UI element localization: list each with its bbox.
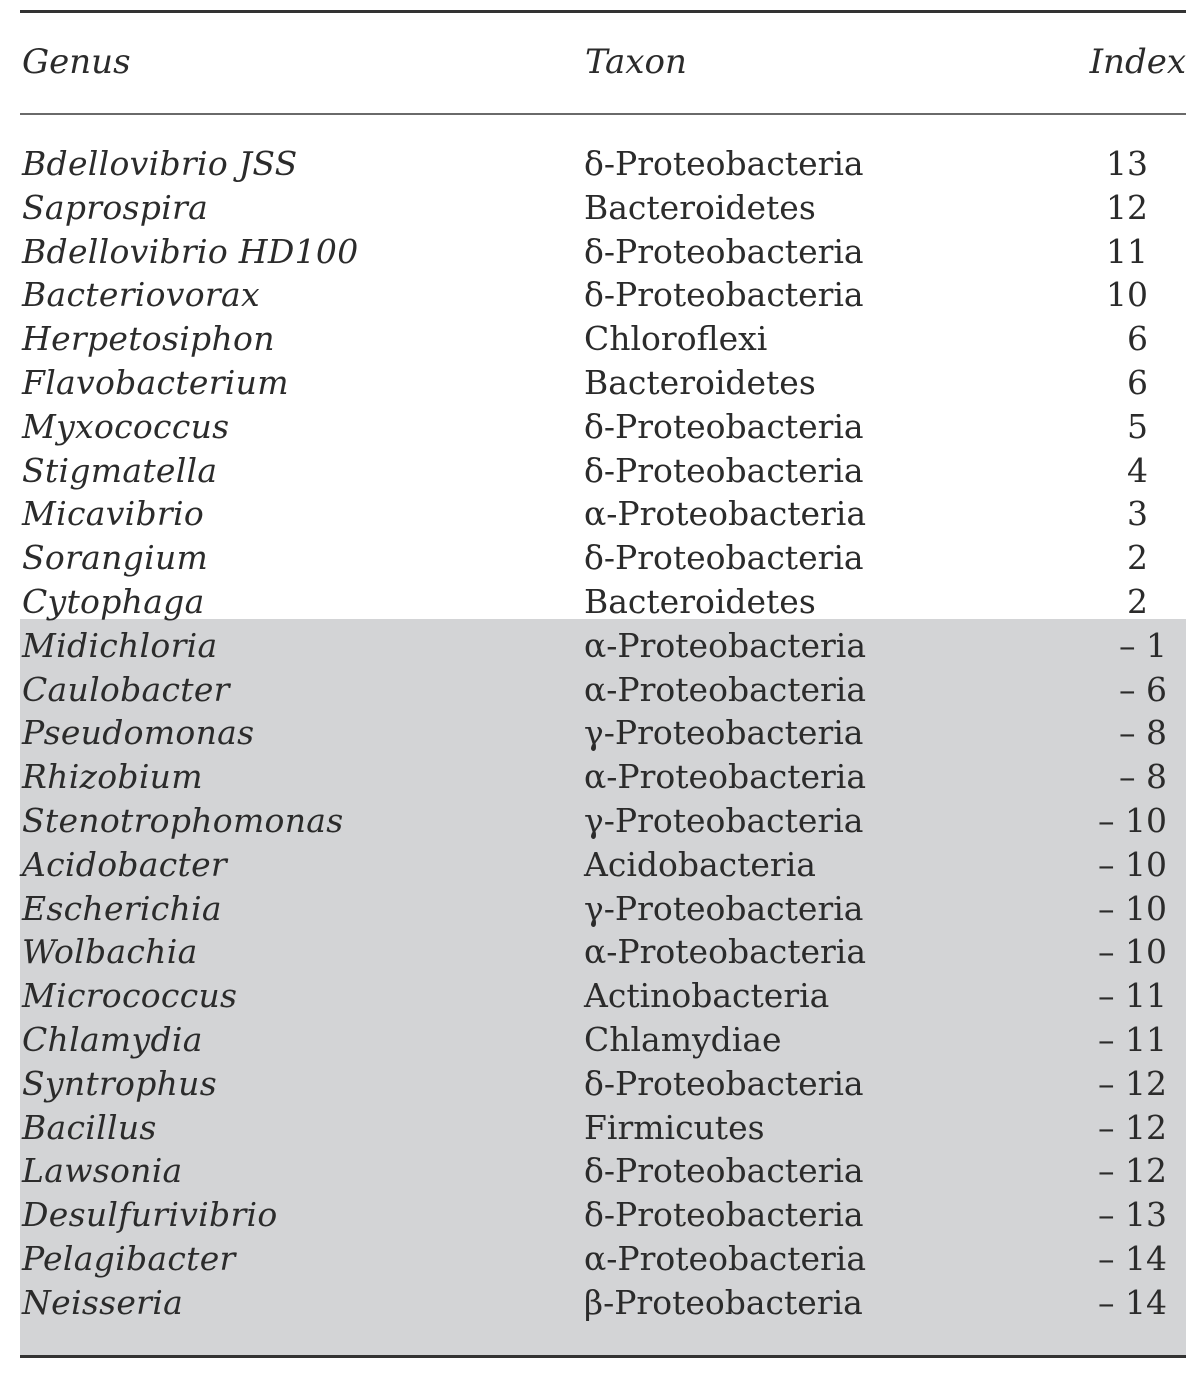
taxon-cell: Firmicutes	[584, 1107, 765, 1147]
genus-cell: Wolbachia	[22, 932, 198, 972]
index-cell: 6	[1127, 319, 1148, 359]
table-row	[0, 273, 1200, 317]
taxon-cell: δ-Proteobacteria	[584, 538, 864, 578]
index-cell: – 10	[1098, 888, 1167, 928]
genus-cell: Bdellovibrio JSS	[22, 144, 298, 183]
taxon-cell: Actinobacteria	[584, 976, 830, 1016]
table-row	[0, 317, 1200, 361]
genus-cell: Stenotrophomonas	[22, 800, 344, 840]
index-cell: – 8	[1119, 757, 1167, 797]
taxon-cell: δ-Proteobacteria	[584, 275, 864, 315]
taxon-cell: δ-Proteobacteria	[584, 1151, 864, 1191]
genus-cell: Micrococcus	[22, 976, 238, 1016]
genus-cell: Lawsonia	[22, 1151, 183, 1191]
table-row	[0, 755, 1200, 799]
index-cell: – 10	[1098, 844, 1167, 884]
index-cell: – 12	[1098, 1107, 1167, 1147]
taxon-cell: γ-Proteobacteria	[584, 800, 864, 840]
table-row	[0, 1237, 1200, 1281]
index-cell: – 6	[1119, 669, 1167, 709]
index-cell: – 12	[1098, 1063, 1167, 1103]
taxon-cell: β-Proteobacteria	[584, 1282, 863, 1322]
genus-cell: Flavobacterium	[22, 362, 289, 402]
table-row	[0, 492, 1200, 536]
taxon-cell: δ-Proteobacteria	[584, 1195, 864, 1235]
taxon-cell: α-Proteobacteria	[584, 625, 867, 665]
index-cell: – 1	[1119, 625, 1167, 665]
genus-cell: Midichloria	[22, 625, 218, 665]
index-cell: 13	[1106, 144, 1148, 183]
taxon-cell: δ-Proteobacteria	[584, 1063, 864, 1103]
index-cell: – 10	[1098, 932, 1167, 972]
genus-cell: Escherichia	[22, 888, 222, 928]
genus-cell: Bacteriovorax	[22, 275, 260, 315]
genus-cell: Chlamydia	[22, 1019, 203, 1059]
taxon-cell: δ-Proteobacteria	[584, 406, 864, 446]
genus-cell: Rhizobium	[22, 757, 203, 797]
index-cell: – 14	[1098, 1282, 1167, 1322]
index-cell: 6	[1127, 362, 1148, 402]
taxon-cell: γ-Proteobacteria	[584, 888, 864, 928]
table-header-rule	[20, 113, 1186, 115]
table-top-rule	[20, 10, 1186, 13]
taxon-cell: δ-Proteobacteria	[584, 144, 864, 183]
table-row	[0, 580, 1200, 624]
table-row	[0, 799, 1200, 843]
table-row	[0, 1281, 1200, 1325]
index-cell: – 11	[1098, 976, 1167, 1016]
index-cell: – 8	[1119, 713, 1167, 753]
index-cell: 2	[1127, 581, 1148, 621]
genus-cell: Micavibrio	[22, 494, 205, 534]
table-row	[0, 930, 1200, 974]
taxon-cell: α-Proteobacteria	[584, 757, 867, 797]
genus-cell: Herpetosiphon	[22, 319, 275, 359]
taxon-cell: α-Proteobacteria	[584, 1238, 867, 1278]
table-row	[0, 1149, 1200, 1193]
table-row	[0, 186, 1200, 230]
table-row	[0, 711, 1200, 755]
genus-cell: Neisseria	[22, 1282, 184, 1322]
index-cell: – 13	[1098, 1195, 1167, 1235]
index-cell: 5	[1127, 406, 1148, 446]
table-row	[0, 142, 1200, 186]
genus-cell: Cytophaga	[22, 581, 205, 621]
taxon-cell: Acidobacteria	[584, 844, 816, 884]
table-header	[0, 40, 1200, 84]
taxon-cell: Chloroflexi	[584, 319, 768, 359]
column-header-taxon: Taxon	[585, 42, 687, 82]
table-body	[0, 142, 1200, 1325]
index-cell: 11	[1106, 231, 1148, 271]
genus-cell: Bacillus	[22, 1107, 157, 1147]
taxon-cell: α-Proteobacteria	[584, 494, 867, 534]
table-row	[0, 230, 1200, 274]
genus-cell: Caulobacter	[22, 669, 230, 709]
taxon-cell: Bacteroidetes	[584, 362, 816, 402]
index-cell: 12	[1106, 187, 1148, 227]
index-cell: 4	[1127, 450, 1148, 490]
table-row	[0, 624, 1200, 668]
genus-cell: Stigmatella	[22, 450, 218, 490]
taxon-cell: Chlamydiae	[584, 1019, 782, 1059]
genus-cell: Acidobacter	[22, 844, 228, 884]
table-row	[0, 449, 1200, 493]
table-bottom-rule	[20, 1355, 1186, 1358]
genus-cell: Syntrophus	[22, 1063, 217, 1103]
taxon-cell: α-Proteobacteria	[584, 669, 867, 709]
index-cell: – 14	[1098, 1238, 1167, 1278]
index-cell: 10	[1106, 275, 1148, 315]
genus-cell: Pelagibacter	[22, 1238, 236, 1278]
taxon-cell: Bacteroidetes	[584, 187, 816, 227]
table-row	[0, 1193, 1200, 1237]
taxon-cell: δ-Proteobacteria	[584, 450, 864, 490]
taxon-cell: γ-Proteobacteria	[584, 713, 864, 753]
index-cell: – 12	[1098, 1151, 1167, 1191]
column-header-index: Index	[1089, 42, 1186, 82]
index-cell: – 11	[1098, 1019, 1167, 1059]
table-row	[0, 1018, 1200, 1062]
table-row	[0, 974, 1200, 1018]
genus-cell: Bdellovibrio HD100	[22, 231, 359, 271]
table-row	[0, 536, 1200, 580]
table-row	[0, 405, 1200, 449]
genus-cell: Pseudomonas	[22, 713, 255, 753]
taxon-cell: δ-Proteobacteria	[584, 231, 864, 271]
table-row	[0, 668, 1200, 712]
column-header-genus: Genus	[22, 42, 131, 82]
taxon-cell: α-Proteobacteria	[584, 932, 867, 972]
genus-cell: Desulfurivibrio	[22, 1195, 278, 1235]
genus-cell: Myxococcus	[22, 406, 230, 446]
table-row	[0, 887, 1200, 931]
index-cell: – 10	[1098, 800, 1167, 840]
table-row	[0, 361, 1200, 405]
genus-cell: Saprospira	[22, 187, 209, 227]
index-cell: 2	[1127, 538, 1148, 578]
index-cell: 3	[1127, 494, 1148, 534]
taxon-cell: Bacteroidetes	[584, 581, 816, 621]
table-row	[0, 843, 1200, 887]
table-row	[0, 1062, 1200, 1106]
genus-cell: Sorangium	[22, 538, 209, 578]
table-row	[0, 1106, 1200, 1150]
